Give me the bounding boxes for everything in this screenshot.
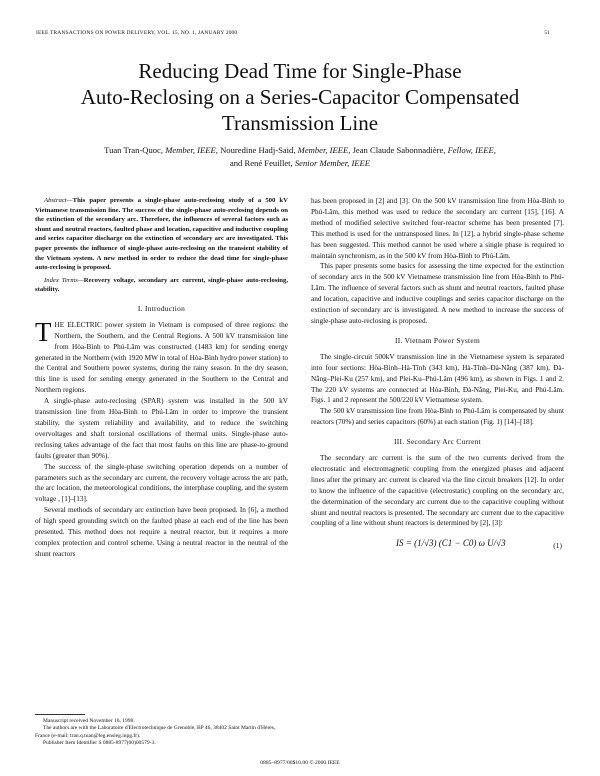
author-3: Jean Claude Sabonnadière, [352, 145, 446, 155]
footnote-divider [35, 714, 85, 715]
copyright-line: 0885–8977/00$10.00 © 2000 IEEE [260, 760, 340, 766]
abstract [35, 196, 288, 273]
author-3-role: Fellow, IEEE, [447, 145, 496, 155]
abstract-label: Abstract— [44, 197, 73, 204]
author-2-role: Member, IEEE, [297, 145, 351, 155]
section-heading-introduction: I. Introduction [137, 303, 186, 313]
vietnam-paragraph-1: The single-circuit 500kV transmission line in the Vietnamese system is separated into four sections: Hòa-Bình–Hà-Tĩnh (343 km), Hà-Tĩnh–Đà-Nẵng (387 km), Đà-Nẵng–Plei-Ku (257 km), and Plei-Ku–Phú-Lâm (496 km), as shown in Figs. 1 and 2. The 220 kV systems are connected at Hòa-Bình, Đà-Nẵng, Plei-Ku, and Phú-Lâm. Figs. 1 and 2 represent the 500/220 kV Vietnamese system. [311, 352, 564, 405]
index-terms-label: Index Terms— [44, 276, 84, 284]
author-1-role: Member, IEEE, [165, 145, 218, 155]
paper-title [0, 58, 600, 136]
author-4-role: Senior Member, IEEE [294, 158, 371, 168]
section-heading-vietnam-power-system: II. Vietnam Power System [394, 335, 481, 345]
footnote-identifier: Publisher Item Identifier S 0885-8977(00)00579-3. [43, 740, 156, 747]
drop-cap: T [35, 316, 52, 347]
equation-number: (1) [553, 541, 562, 551]
equation-expression: IS = (1/√3) (C1 − C0) ω U/√3 [396, 538, 506, 549]
footnote-affiliation: The authors are with the Laboratoire d'Electrotechnique de Grenoble, BP 46, 38402 Saint Martin d'Hères, France (e-mail: tran.q.tuan@leg.ensieg.inpg.fr). [35, 725, 276, 739]
index-terms-text: Recovery voltage, secondary arc current, single-phase auto-reclosing, stability. [35, 276, 289, 294]
intro-paragraph-3: The success of the single-phase switching operation depends on a number of parameters such as the secondary arc current, the recovery voltage across the arc path, the arc location, the meteorological conditions, the interphase coupling, and the system voltage , [1]–[13]. [35, 462, 288, 504]
arc-paragraph-1: The secondary arc current is the sum of the two currents derived from the electrostatic and electromagnetic coupling from the energized phases and adjacent lines after the primary arc current is cleared via the line circuit breakers [12]. In order to know the influence of the capacitive (electrostatic) coupling on the secondary arc, the determination of the secondary arc current due to the capacitive coupling without shunt and neutral reactors is presented. The secondary arc current due to the capacitive coupling of a line without shunt reactors is determined by [2], [3]: [311, 454, 564, 528]
footnote [35, 718, 288, 748]
footnote-received: Manuscript received November 16, 1998. [43, 718, 135, 724]
title-line-2: Auto-Reclosing on a Series-Capacitor Compensated [80, 85, 520, 109]
intro-p1-text: HE ELECTRIC power system in Vietnam is composed of three regions: the Northern, the Southern, and the Central Regions. A 500 kV transmission line from Hòa-Bình to Phú-Lâm was constructed (1483 km) for sending energy generated in the Northern (with 1920 MW in total of Hòa-Bình hydro power station) to the Central and Southern power systems, during the rainy season. In the dry season, this line is used for sending energy generated in the Southern to the Central and Northern regions. [35, 320, 288, 395]
right-column [311, 196, 564, 559]
author-1: Tuan Tran-Quoc, [104, 145, 164, 155]
intro-paragraph-2: A single-phase auto-reclosing (SPAR) system was installed in the 500 kV transmission line from Hòa-Bình to Phú-Lâm in order to improve the transient stability, the system reliability and availability, and to reduce the switching overvoltages and shaft torsional oscillations of thermal units. Single-phase auto-reclosing takes advantage of the fact that most faults on this line are phase-to-ground faults (greater than 90%). [35, 397, 288, 460]
author-2: Nouredine Hadj-Said, [220, 145, 296, 155]
title-line-3: Transmission Line [221, 111, 379, 135]
intro-paragraph-4: Several methods of secondary arc extinction have been proposed. In [6], a method of high speed grounding switch on the faulted phase at each end of the line has been presented. This method does not require a neutral reactor, but it requires a more complex protection and control scheme. Using a neutral reactor in the neutral of the shunt reactors [35, 506, 288, 558]
journal-header: IEEE TRANSACTIONS ON POWER DELIVERY, VOL. 15, NO. 1, JANUARY 2000 [36, 30, 238, 36]
author-4: and René Feuillet, [229, 158, 293, 168]
author-list [60, 144, 540, 170]
index-terms [35, 276, 288, 295]
vietnam-paragraph-2: The 500 kV transmission line from Hòa-Bình to Phú-Lâm is compensated by shunt reactors (70%) and series capacitors (60%) at each station (Fig. 1) [14]–[18]. [311, 407, 564, 427]
intro-paragraph-6: This paper presents some basics for assessing the time expected for the extinction of secondary arcs in the 500 kV Vietnamese transmission line from Hòa-Bình to Phú-Lâm. The influence of several factors such as shunt and neutral reactors, faulted phase and location, capacitive and inductive couplings and series capacitor discharge on the extinction of secondary arc is investigated. A new method to increase the success of single-phase auto-reclosing is proposed. [311, 262, 564, 325]
equation-1 [311, 533, 564, 559]
page-number: 51 [544, 30, 550, 36]
intro-paragraph-1 [35, 316, 288, 396]
section-heading-secondary-arc-current: III. Secondary Arc Current [393, 437, 481, 447]
intro-paragraph-5: has been proposed in [2] and [3]. On the 500 kV transmission line from Hòa-Bình to Phú-Lâm, this method was used to reduce the secondary arc current [15], [16]. A method of modified selective switched four-reactor scheme has been presented [7]. This method is used for the untransposed lines. In [12], a hybrid single-phase scheme has been suggested. This method cannot be used where a single phase is required to maintain synchronism, as in the 500 kV from Hòa-Bình to Phú-Lâm. [311, 197, 564, 260]
left-column [35, 196, 288, 560]
abstract-text: This paper presents a single-phase auto-reclosing study of a 500 kV Vietnamese transmission line. The success of the single-phase auto-reclosing depends on the extinction of the secondary arc. Therefore, the influences of several factors such as shunt and neutral reactors, faulted phase and location, capacitive and inductive coupling and series capacitor discharge on the extinction of secondary arc are investigated. This paper presents the influence of single-phase auto-reclosing on the transient stability of the Vietnam system. A new method in order to reduce the dead time for single-phase auto-reclosing is proposed. [35, 197, 288, 272]
title-line-1: Reducing Dead Time for Single-Phase [138, 59, 462, 83]
